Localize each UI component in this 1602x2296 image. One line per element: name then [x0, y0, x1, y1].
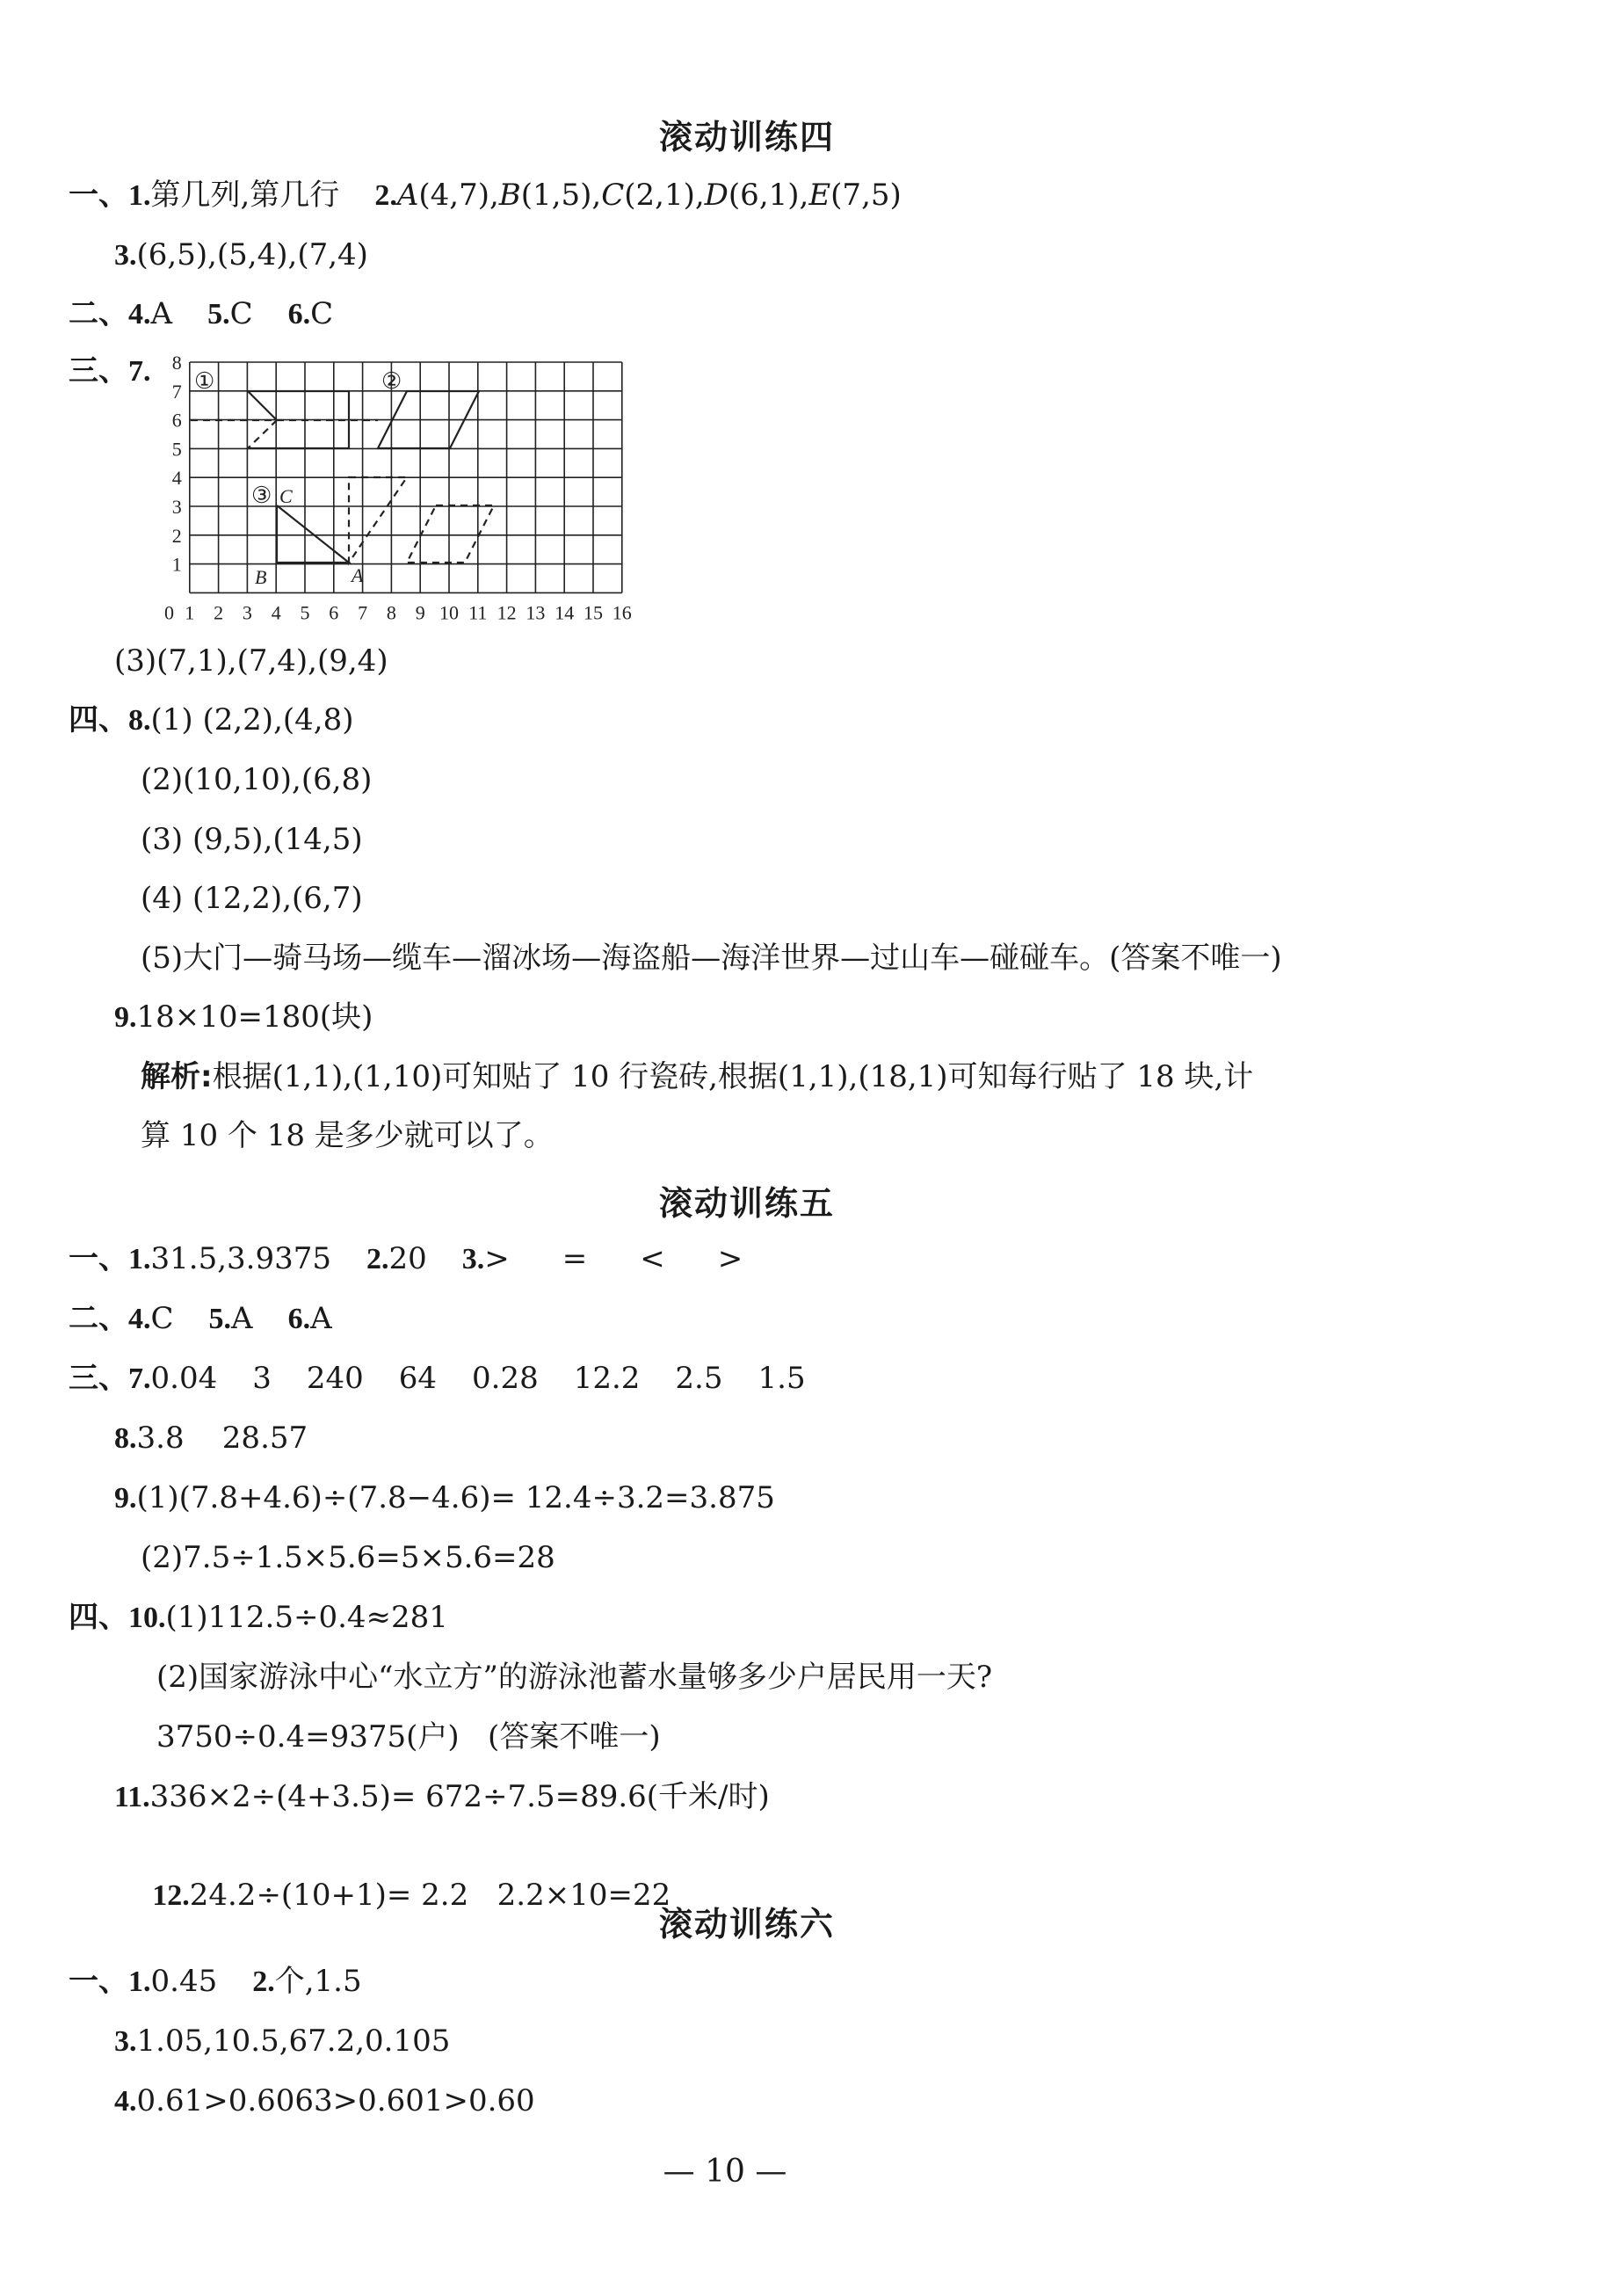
s5-q3-a: >: [484, 1241, 510, 1276]
x-tick-label: 6: [329, 601, 339, 624]
s5-q12-number: 12.: [152, 1879, 190, 1912]
x-tick-label: 8: [386, 601, 396, 624]
s4-q8-1-line: [69, 701, 353, 740]
s5-q7-v7: 2.5: [675, 1361, 723, 1396]
s5-part2-label: 二、: [69, 1301, 128, 1336]
s6-part1-line: [69, 1962, 362, 2002]
x-tick-label: 11: [468, 601, 488, 624]
s5-q7-v3: 240: [306, 1361, 364, 1396]
s4-q7-3-line: (3)(7,1),(7,4),(9,4): [114, 643, 388, 679]
shape-3: [277, 477, 494, 563]
y-tick-label: 4: [171, 467, 182, 490]
section-title-5: 滚动训练五: [658, 1184, 835, 1223]
s5-part3-line: [69, 1359, 806, 1399]
s4-q2-a-val: (4,7),: [418, 178, 499, 213]
s5-q8-answer: 3.8 28.57: [136, 1420, 308, 1456]
s4-q9-line: [114, 998, 373, 1037]
s5-q10-1-answer: (1)112.5÷0.4≈281: [165, 1600, 448, 1635]
s5-q6-answer: A: [310, 1301, 332, 1336]
section-title-6: 滚动训练六: [658, 1905, 835, 1944]
s5-q7-v6: 12.2: [573, 1361, 641, 1396]
y-tick-label: 3: [171, 496, 182, 518]
shape-3-dash-parallelogram: [349, 477, 407, 563]
s5-q8-line: [114, 1419, 308, 1458]
s4-q5-number: 5.: [207, 298, 230, 331]
s4-q7-number: 7.: [128, 355, 151, 388]
x-tick-label: 10: [439, 601, 459, 624]
s5-q11-answer: 336×2÷(4+3.5)= 672÷7.5=89.6(千米/时): [149, 1779, 770, 1814]
s5-q7-number: 7.: [128, 1362, 151, 1395]
s5-q8-number: 8.: [114, 1422, 137, 1455]
s4-q1-line: [69, 176, 902, 215]
x-tick-label: 2: [214, 601, 224, 624]
y-tick-label: 5: [171, 438, 182, 461]
s4-part2-label: 二、: [69, 296, 128, 331]
s5-q5-number: 5.: [208, 1303, 232, 1335]
s5-part2-line: [69, 1299, 332, 1339]
s5-q4-answer: C: [150, 1301, 174, 1336]
s6-q3-number: 3.: [114, 2025, 137, 2058]
s5-q2-answer: 20: [388, 1241, 427, 1276]
s4-q3-line: [114, 236, 368, 275]
s5-q9-2-line: (2)7.5÷1.5×5.6=5×5.6=28: [141, 1540, 555, 1575]
s4-q8-2-line: (2)(10,10),(6,8): [141, 762, 373, 797]
s4-part4-label: 四、: [69, 702, 128, 737]
s4-q2-b: B: [498, 178, 521, 213]
s6-q4-number: 4.: [114, 2085, 137, 2118]
section-title-4: 滚动训练四: [658, 118, 835, 156]
label-b: B: [255, 566, 267, 588]
s5-q7-v8: 1.5: [758, 1361, 806, 1396]
s4-q2-b-val: (1,5),: [520, 178, 602, 213]
s4-q1-answer: 第几列,第几行: [150, 178, 340, 213]
s5-part4-label: 四、: [69, 1600, 128, 1635]
page-number: — 10 —: [663, 2154, 787, 2190]
s5-q10-3-line: 3750÷0.4=9375(户) (答案不唯一): [156, 1719, 661, 1755]
s6-q2-answer: 个,1.5: [274, 1964, 362, 1999]
x-tick-label: 5: [300, 601, 310, 624]
s5-q12-answer: 24.2÷(10+1)= 2.2 2.2×10=22: [189, 1878, 671, 1913]
s4-q8-3-line: (3) (9,5),(14,5): [141, 822, 363, 857]
shape-3-solid: [277, 505, 349, 563]
s5-q7-v1: 0.04: [150, 1361, 218, 1396]
s4-q3-answer: (6,5),(5,4),(7,4): [136, 237, 368, 272]
s5-part1-label: 一、: [69, 1241, 128, 1276]
y-tick-label: 1: [171, 553, 182, 576]
s5-q10-2-line: (2)国家游泳中心“水立方”的游泳池蓄水量够多少户居民用一天?: [156, 1660, 993, 1695]
s5-q1-number: 1.: [128, 1243, 151, 1275]
s5-q7-v4: 64: [398, 1361, 438, 1396]
x-tick-label: 0: [164, 601, 174, 624]
x-tick-label: 1: [185, 601, 195, 624]
x-tick-label: 4: [271, 601, 281, 624]
s5-q5-answer: A: [231, 1301, 253, 1336]
s6-q3-answer: 1.05,10.5,67.2,0.105: [136, 2024, 451, 2059]
shape-1-diag-solid: [248, 391, 277, 420]
y-tick-label: 8: [171, 352, 182, 374]
y-tick-label: 7: [171, 380, 182, 403]
s4-q2-e: E: [808, 178, 831, 213]
s4-q8-1-answer: (1) (2,2),(4,8): [150, 702, 354, 737]
s4-part1-label: 一、: [69, 178, 128, 213]
y-tick-label: 2: [171, 524, 182, 547]
s4-q3-number: 3.: [114, 239, 137, 272]
s4-q2-a: A: [396, 178, 419, 213]
x-tick-label: 7: [358, 601, 368, 624]
s4-part3-label: 三、: [69, 353, 128, 389]
mark-1: ①: [194, 368, 215, 394]
s5-q4-number: 4.: [128, 1303, 151, 1335]
y-axis-labels: [172, 352, 182, 576]
s4-q2-e-val: (7,5): [830, 178, 902, 213]
x-tick-label: 14: [555, 601, 575, 624]
mark-3: ③: [251, 483, 272, 508]
x-tick-label: 9: [415, 601, 425, 624]
s4-q6-answer: C: [310, 296, 334, 331]
x-tick-label: 13: [526, 601, 546, 624]
s4-q8-4-line: (4) (12,2),(6,7): [141, 881, 363, 916]
s5-q10-number: 10.: [128, 1602, 166, 1634]
s5-part1-line: [69, 1239, 743, 1279]
s4-q2-d: D: [704, 178, 729, 213]
analysis-line-2: 算 10 个 18 是多少就可以了。: [141, 1118, 554, 1153]
mark-2: ②: [381, 368, 402, 394]
s4-q9-number: 9.: [114, 1001, 137, 1034]
s5-q9-1-answer: (1)(7.8+4.6)÷(7.8−4.6)= 12.4÷3.2=3.875: [136, 1480, 775, 1515]
s5-q11-number: 11.: [114, 1781, 150, 1813]
s4-q4-answer: A: [150, 296, 173, 331]
s4-q2-c-val: (2,1),: [624, 178, 705, 213]
s6-q1-number: 1.: [128, 1965, 151, 1998]
s4-q2-number: 2.: [374, 179, 397, 212]
s5-q1-answer: 31.5,3.9375: [150, 1241, 331, 1276]
x-tick-label: 16: [612, 601, 632, 624]
s4-q5-answer: C: [229, 296, 253, 331]
s6-q1-answer: 0.45: [150, 1964, 218, 1999]
s4-q8-5-line: (5)大门—骑马场—缆车—溜冰场—海盗船—海洋世界—过山车—碰碰车。(答案不唯一): [141, 941, 1282, 976]
s4-q2-d-val: (6,1),: [728, 178, 809, 213]
y-tick-label: 6: [171, 409, 182, 432]
analysis-line-1: [141, 1057, 1253, 1096]
s5-q3-b: =: [562, 1241, 588, 1276]
analysis-text-1: 根据(1,1),(1,10)可知贴了 10 行瓷砖,根据(1,1),(18,1)可知每行贴了 18 块,计: [212, 1059, 1254, 1094]
label-a: A: [352, 564, 364, 586]
shape-1-dash-diag: [248, 420, 277, 448]
s5-q2-number: 2.: [366, 1243, 389, 1275]
s5-q9-number: 9.: [114, 1482, 137, 1515]
s5-q3-c: <: [640, 1241, 665, 1276]
s5-q7-v2: 3: [252, 1361, 272, 1396]
s4-q9-answer: 18×10=180(块): [136, 999, 373, 1035]
s6-q4-answer: 0.61>0.6063>0.601>0.60: [136, 2083, 535, 2118]
s6-q2-number: 2.: [252, 1965, 275, 1998]
x-tick-label: 12: [497, 601, 517, 624]
s5-q6-number: 6.: [287, 1303, 311, 1335]
s4-q1-number: 1.: [128, 179, 151, 212]
s5-q7-v5: 0.28: [472, 1361, 539, 1396]
s4-q2-c: C: [601, 178, 625, 213]
s5-q10-1-line: [69, 1598, 448, 1638]
coordinate-grid-figure: [132, 352, 650, 633]
s5-part3-label: 三、: [69, 1361, 128, 1396]
s5-q3-d: >: [717, 1241, 743, 1276]
s5-q11-line: [114, 1777, 770, 1817]
s6-part1-label: 一、: [69, 1964, 128, 1999]
s6-q3-line: [114, 2022, 450, 2061]
s6-q4-line: [114, 2082, 535, 2121]
s4-part2-line: [69, 294, 333, 334]
x-axis-labels: [164, 601, 632, 623]
analysis-label: 解析:: [141, 1059, 213, 1094]
s4-q4-number: 4.: [128, 298, 151, 331]
s5-q3-number: 3.: [461, 1243, 485, 1275]
label-c: C: [279, 485, 293, 507]
x-tick-label: 3: [242, 601, 252, 624]
s4-q8-number: 8.: [128, 704, 151, 737]
x-tick-label: 15: [584, 601, 603, 624]
s5-q9-1-line: [114, 1479, 775, 1518]
s4-q6-number: 6.: [287, 298, 311, 331]
